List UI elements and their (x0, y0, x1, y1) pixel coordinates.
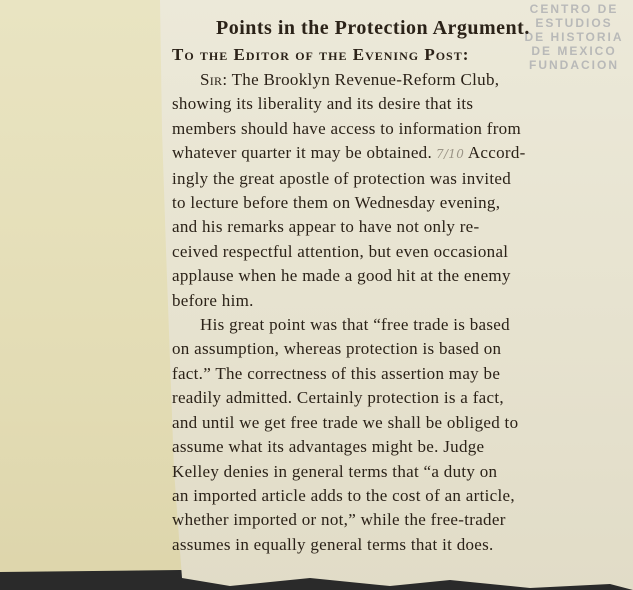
text-span: whatever quarter it may be obtained. (172, 143, 433, 163)
text-line: an imported article adds to the cost of an article, (172, 485, 515, 505)
text-line: showing its liberality and its desire that its (172, 94, 474, 114)
paragraph-2 (172, 313, 633, 557)
handwritten-note: 7/10 (436, 147, 465, 162)
text-line: before him. (172, 290, 254, 310)
text-line: whether imported or not,” while the free-trader (172, 510, 506, 530)
text-line: applause when he made a good hit at the enemy (172, 266, 511, 286)
text-line: fact.” The correctness of this assertion may be (172, 363, 501, 383)
text-line: Kelley denies in general terms that “a duty on (172, 461, 498, 481)
text-line (172, 68, 633, 92)
sir-word: Sir (200, 70, 223, 89)
text-line (172, 141, 633, 166)
stamp-line: DE HISTORIA (524, 30, 624, 44)
text-line: assumes in equally general terms that it does. (172, 534, 494, 554)
stamp-line: DE MEXICO (531, 44, 617, 58)
text-line: assume what its advantages might be. Judge (172, 437, 485, 457)
stamp-line: FUNDACION (529, 58, 619, 72)
salutation: To the Editor of the Evening Post: (172, 45, 470, 64)
text-line: and until we get free trade we shall be obliged to (172, 412, 519, 432)
text-span: : The Brooklyn Revenue-Reform Club, (222, 70, 500, 89)
text-line: readily admitted. Certainly protection is a fact, (172, 388, 504, 408)
article-headline: Points in the Protection Argument. (216, 17, 530, 39)
text-line: on assumption, whereas protection is based on (172, 339, 502, 359)
text-line: and his remarks appear to have not only re- (172, 217, 480, 237)
paragraph-1 (172, 68, 633, 313)
text-line: members should have access to information from (172, 118, 521, 138)
stamp-line: ESTUDIOS (535, 16, 613, 30)
article (172, 14, 633, 557)
stamp-line: CENTRO DE (529, 2, 619, 16)
text-span: Accord- (467, 143, 526, 163)
text-line: ceived respectful attention, but even occasional (172, 241, 509, 261)
text-line: His great point was that “free trade is based (200, 315, 510, 335)
text-line: to lecture before them on Wednesday evening, (172, 193, 501, 213)
text-line: ingly the great apostle of protection was invited (172, 168, 512, 188)
